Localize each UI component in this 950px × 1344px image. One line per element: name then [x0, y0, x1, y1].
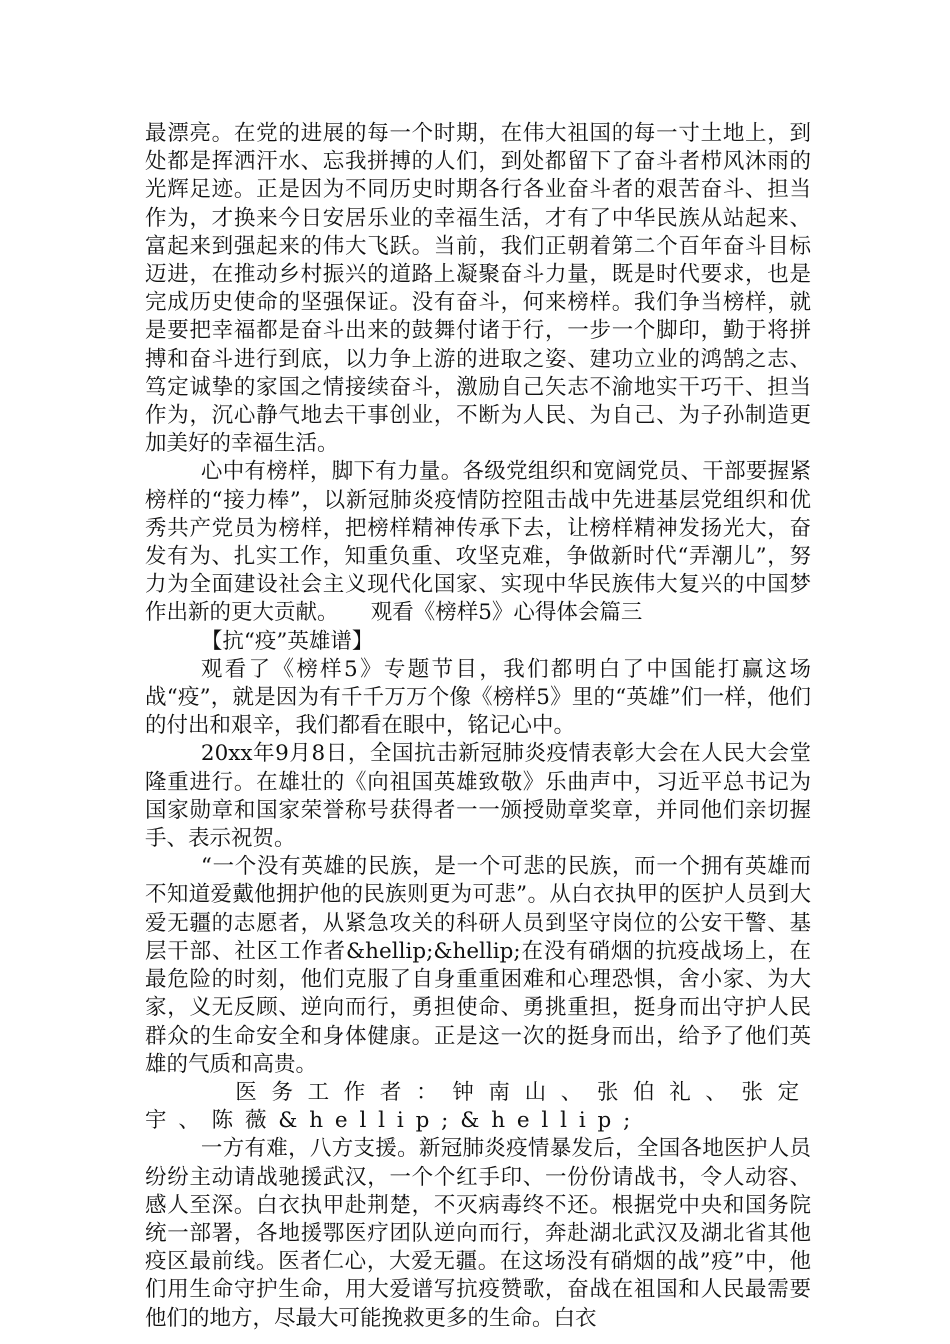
paragraph-4: 观看了《榜样5》专题节目，我们都明白了中国能打赢这场战“疫”，就是因为有千千万万个像《榜样5》里的“英雄”们一样，他们的付出和艰辛，我们都看在眼中，铭记心中。 — [145, 656, 811, 739]
paragraph-8: 一方有难，八方支援。新冠肺炎疫情暴发后，全国各地医护人员纷纷主动请战驰援武汉，一个个红手印、一份份请战书，令人动容、感人至深。白衣执甲赴荆楚，不灭病毒终不还。根据党中央和国务院统一部署，各地援鄂医疗团队逆向而行，奔赴湖北武汉及湖北省其他疫区最前线。医者仁心，大爱无疆。在这场没有硝烟的战”疫”中，他们用生命守护生命，用大爱谱写抗疫赞歌，奋战在祖国和人民最需要他们的地方，尽最大可能挽救更多的生命。白衣 — [145, 1136, 811, 1331]
section-heading: 【抗“疫”英雄谱】 — [200, 628, 374, 654]
paragraph-2: 心中有榜样，脚下有力量。各级党组织和宽阔党员、干部要握紧榜样的“接力棒”，以新冠肺炎疫情防控阻击战中先进基层党组织和优秀共产党员为榜样，把榜样精神传承下去，让榜样精神发扬光大，奋发有为、扎实工作，知重负重、攻坚克难，争做新时代“弄潮儿”，努力为全面建设社会主义现代化国家、实现中华民族伟大复兴的中国梦作出新的更大贡献。 观看《榜样5》心得体会篇三 — [145, 459, 811, 626]
paragraph-6: “一个没有英雄的民族，是一个可悲的民族，而一个拥有英雄而不知道爱戴他拥护他的民族则更为可悲”。从白衣执甲的医护人员到大爱无疆的志愿者，从紧急攻关的科研人员到坚守岗位的公安干警、基层干部、社区工作者&hellip;&hellip;在没有硝烟的抗疫战场上，在最危险的时刻，他们克服了自身重重困难和心理恐惧，舍小家、为大家，义无反顾、逆向而行，勇担使命、勇挑重担，挺身而出守护人民群众的生命安全和身体健康。正是这一次的挺身而出，给予了他们英雄的气质和高贵。 — [145, 854, 811, 1077]
document-page — [145, 120, 811, 1333]
paragraph-1: 最漂亮。在党的进展的每一个时期，在伟大祖国的每一寸土地上，到处都是挥洒汗水、忘我拼搏的人们，到处都留下了奋斗者栉风沐雨的光辉足迹。正是因为不同历史时期各行各业奋斗者的艰苦奋斗、担当作为，才换来今日安居乐业的幸福生活，才有了中华民族从站起来、富起来到强起来的伟大飞跃。当前，我们正朝着第二个百年奋斗目标迈进，在推动乡村振兴的道路上凝聚奋斗力量，既是时代要求，也是完成历史使命的坚强保证。没有奋斗，何来榜样。我们争当榜样，就是要把幸福都是奋斗出来的鼓舞付诸于行，一步一个脚印，勤于将拼搏和奋斗进行到底，以力争上游的进取之姿、建功立业的鸿鹄之志、笃定诚挚的家国之情接续奋斗，激励自己矢志不渝地实干巧干、担当作为，沉心静气地去干事创业，不断为人民、为自己、为子孙制造更加美好的幸福生活。 — [145, 121, 811, 457]
paragraph-7: 医务工作者：钟南山、张伯礼、张定宇、陈薇&hellip;&hellip; — [145, 1079, 811, 1134]
paragraph-5: 20xx年9月8日，全国抗击新冠肺炎疫情表彰大会在人民大会堂隆重进行。在雄壮的《向祖国英雄致敬》乐曲声中，习近平总书记为国家勋章和国家荣誉称号获得者一一颁授勋章奖章，并同他们亲切握手、表示祝贺。 — [145, 741, 811, 852]
